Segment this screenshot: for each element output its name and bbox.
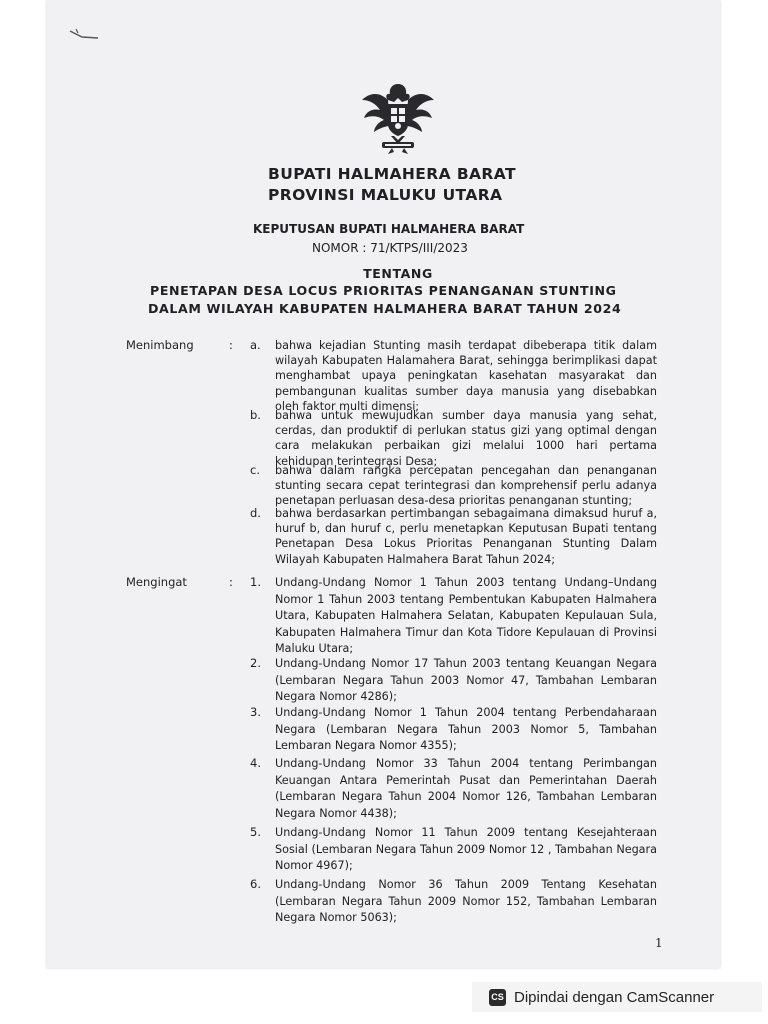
mengingat-item-4: Undang-Undang Nomor 33 Tahun 2004 tentang Perimbangan Keuangan Antara Pemerintah Pusat dan Pemerintahan Daerah (Lembaran Negara Tahun 2004 Nomor 126, Tambahan Lembaran Negara Nomor 4438); [275, 757, 657, 820]
camscanner-watermark [472, 982, 762, 1012]
tentang-heading: TENTANG [363, 266, 433, 281]
decree-number: NOMOR : 71/KTPS/III/2023 [312, 241, 468, 255]
mengingat-item-5: Undang-Undang Nomor 11 Tahun 2009 tentang Kesejahteraan Sosial (Lembaran Negara Tahun 2009 Nomor 12 , Tambahan Negara Nomor 4967); [275, 826, 657, 872]
item-marker: 5. [250, 825, 261, 839]
item-marker: 1. [250, 575, 261, 589]
subject-line-2: DALAM WILAYAH KABUPATEN HALMAHERA BARAT TAHUN 2024 [148, 301, 622, 316]
mengingat-item-6: Undang-Undang Nomor 36 Tahun 2009 Tentang Kesehatan (Lembaran Negara Tahun 2009 Nomor 152, Tambahan Lembaran Negara Nomor 5063); [275, 878, 657, 924]
menimbang-item-d: bahwa berdasarkan pertimbangan sebagaimana dimaksud huruf a, huruf b, dan huruf c, perlu menetapkan Keputusan Bupati tentang Penetapan Desa Lokus Prioritas Penanganan Stunting Dalam Wilayah Kabupaten Halmahera Barat Tahun 2024; [275, 507, 657, 566]
decree-title: KEPUTUSAN BUPATI HALMAHERA BARAT [253, 222, 525, 236]
item-marker: 2. [250, 656, 261, 670]
item-marker: c. [250, 463, 260, 477]
item-marker: 3. [250, 705, 261, 719]
mengingat-item-1: Undang-Undang Nomor 1 Tahun 2003 tentang Undang–Undang Nomor 1 Tahun 2003 tentang Pembentukan Kabupaten Halmahera Utara, Kabupaten Halmahera Selatan, Kabupaten Kepulauan Sula, Kabupaten Halmahera Timur dan Kota Tidore Kepulauan di Provinsi Maluku Utara; [275, 576, 657, 655]
section-label-menimbang: Menimbang [126, 338, 194, 352]
section-label-mengingat: Mengingat [126, 575, 187, 589]
section-colon: : [229, 338, 233, 352]
section-colon: : [229, 575, 233, 589]
mengingat-item-2: Undang-Undang Nomor 17 Tahun 2003 tentang Keuangan Negara (Lembaran Negara Tahun 2003 Nomor 47, Tambahan Lembaran Negara Nomor 4286); [275, 657, 657, 703]
heading-regent: BUPATI HALMAHERA BARAT [268, 165, 516, 183]
camscanner-label: Dipindai dengan CamScanner [514, 988, 715, 1006]
mengingat-item-3: Undang-Undang Nomor 1 Tahun 2004 tentang Perbendaharaan Negara (Lembaran Negara Tahun 2003 Nomor 5, Tambahan Lembaran Negara Nomor 4355); [275, 706, 657, 752]
menimbang-item-a: bahwa kejadian Stunting masih terdapat dibeberapa titik dalam wilayah Kabupaten Halamahera Barat, sehingga berimplikasi dapat menghambat upaya peningkatan kasehatan masyarakat dan pembangunan kualitas sumber daya manusia yang disebabkan oleh faktor multi dimensi; [275, 339, 657, 413]
item-marker: 6. [250, 877, 261, 891]
subject-line-1: PENETAPAN DESA LOCUS PRIORITAS PENANGANAN STUNTING [150, 283, 617, 298]
item-marker: 4. [250, 756, 261, 770]
heading-province: PROVINSI MALUKU UTARA [268, 186, 503, 204]
garuda-emblem-icon [358, 78, 438, 156]
item-marker: a. [250, 338, 261, 352]
menimbang-item-c: bahwa dalam rangka percepatan pencegahan dan penanganan stunting secara cepat terintegrasi dan komprehensif perlu adanya penetapan perluasan desa-desa prioritas penanganan stunting; [275, 464, 657, 508]
item-marker: d. [250, 506, 261, 520]
menimbang-item-b: bahwa untuk mewujudkan sumber daya manusia yang sehat, cerdas, dan produktif di perlukan status gizi yang optimal dengan cara melakukan perbaikan gizi melalui 1000 hari pertama kehidupan terintegrasi Desa; [275, 409, 657, 468]
page-number: 1 [655, 936, 663, 950]
pen-mark [68, 28, 108, 42]
camscanner-logo-icon: CS [489, 989, 506, 1006]
item-marker: b. [250, 408, 261, 422]
